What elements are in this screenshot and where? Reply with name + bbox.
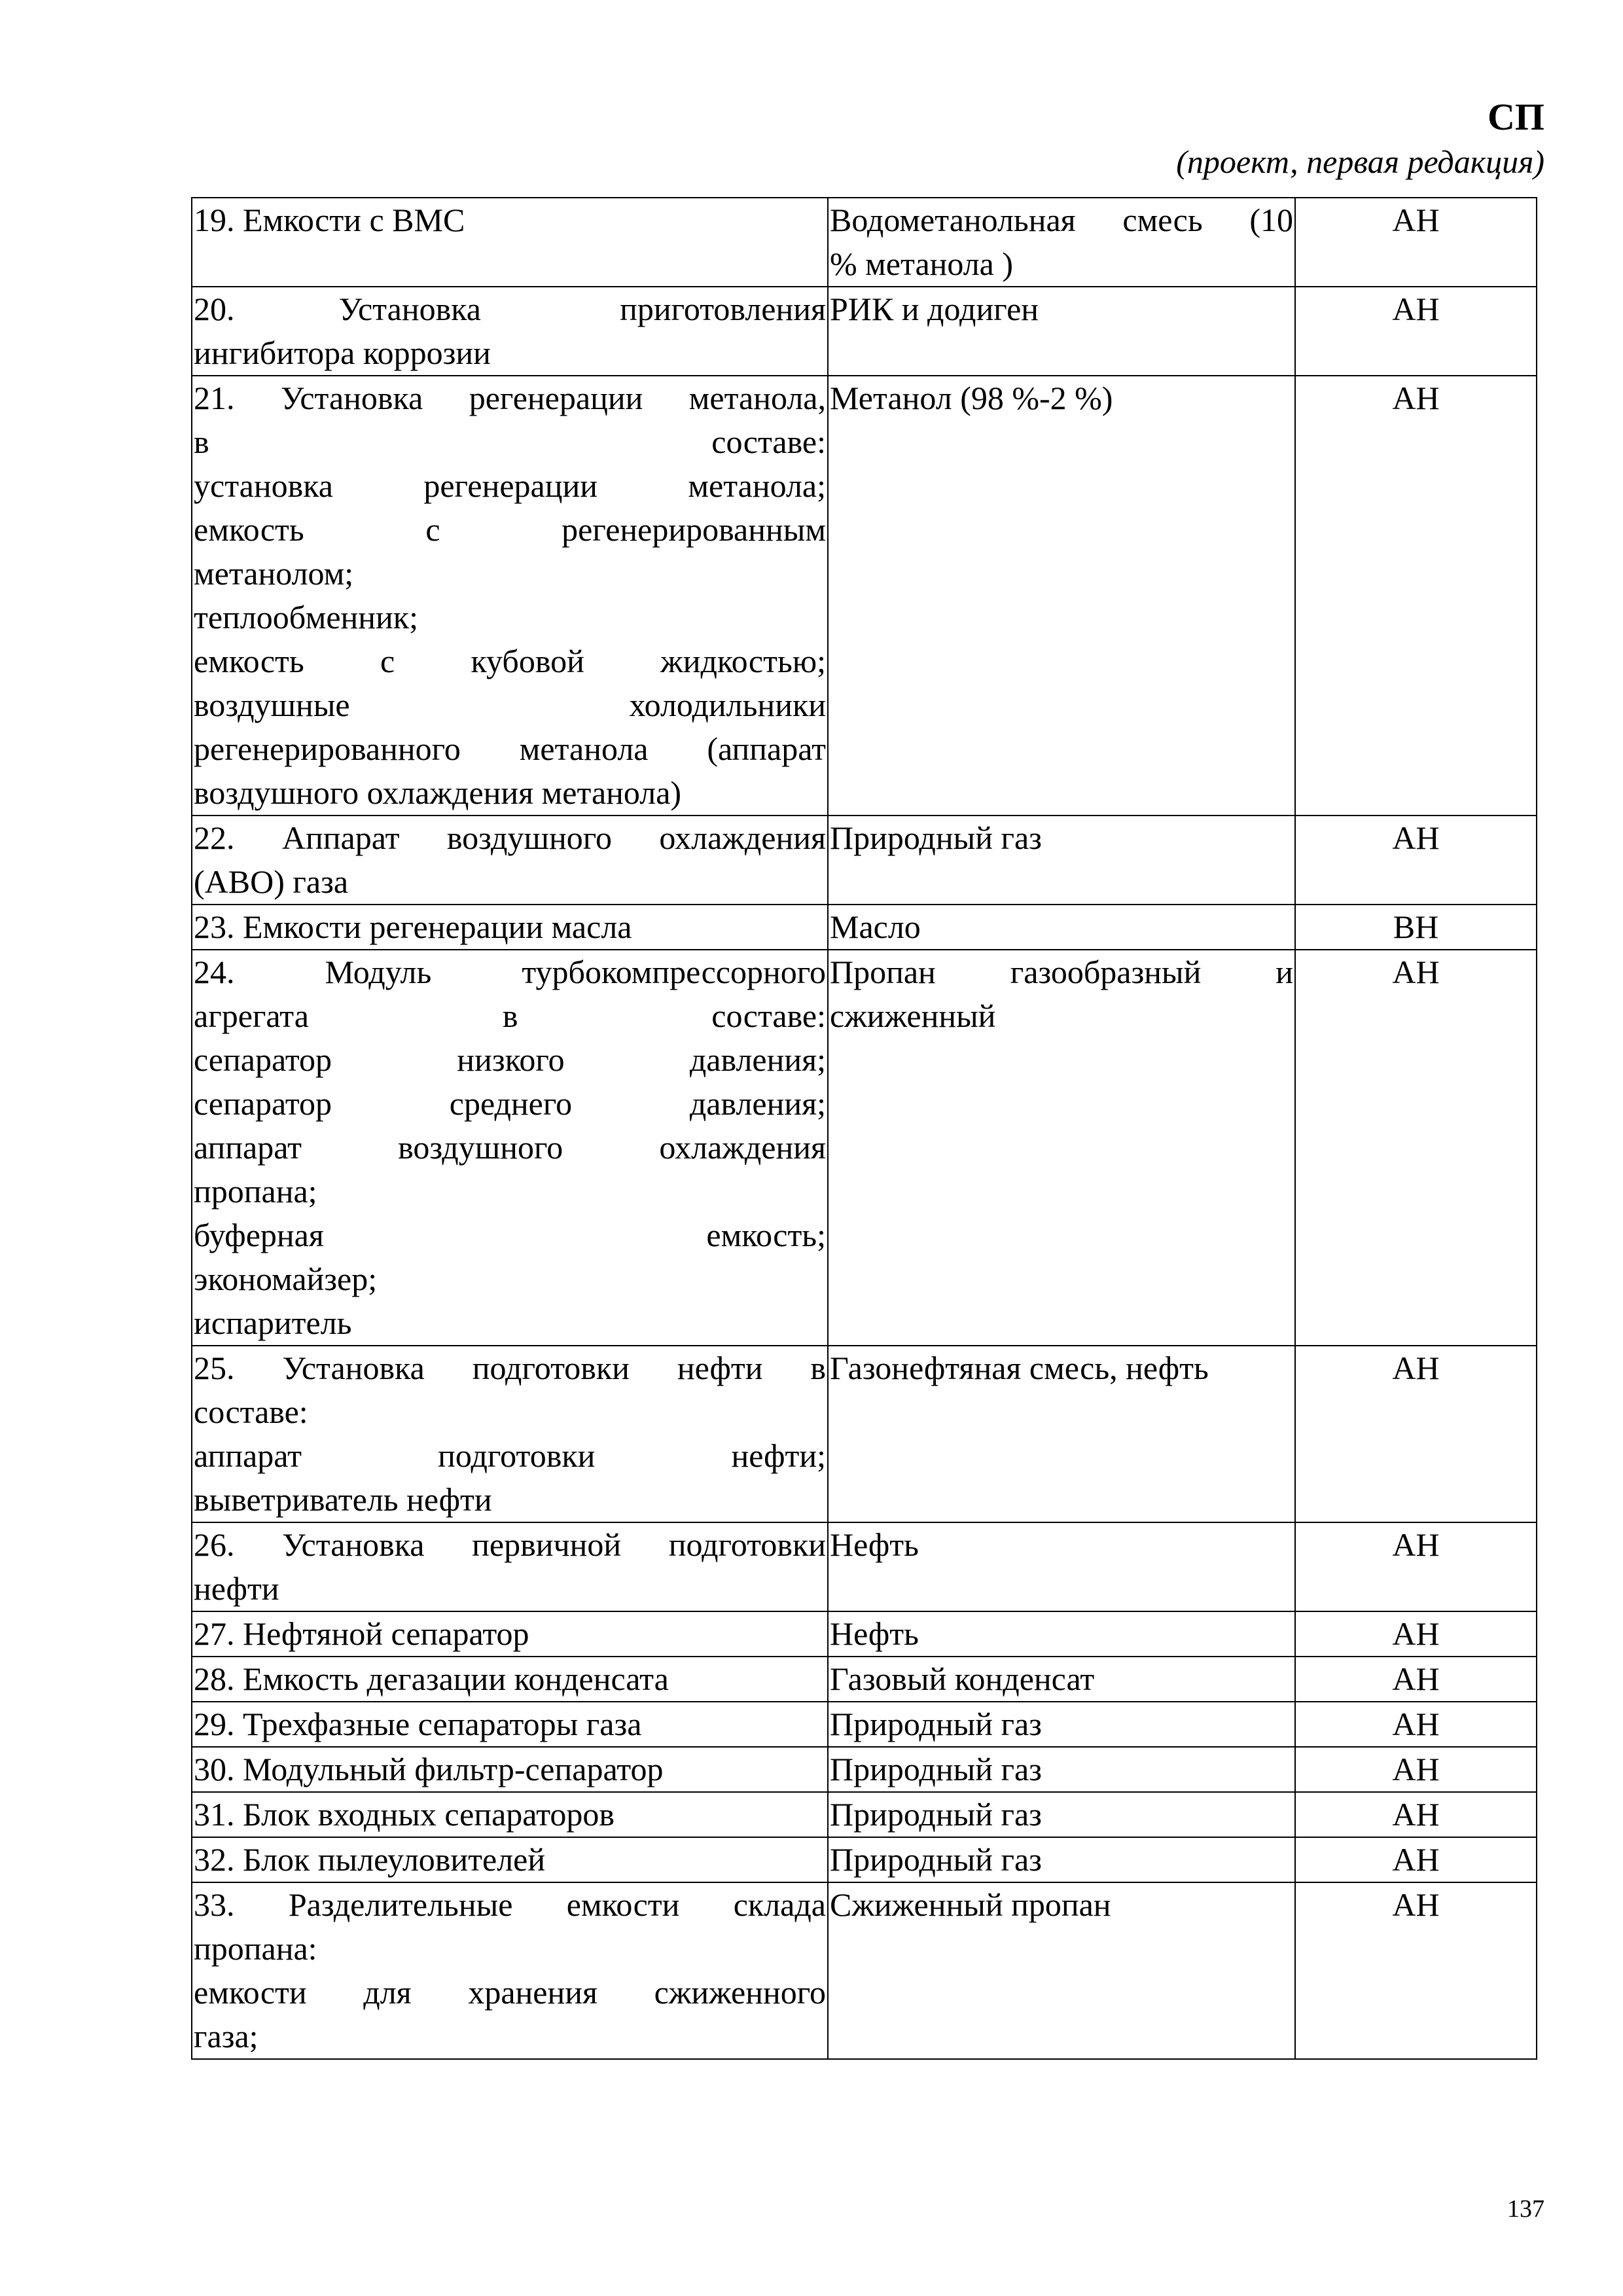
- name-line: воздушного охлаждения метанола): [194, 774, 682, 811]
- name-line: 30. Модульный фильтр-сепаратор: [194, 1751, 664, 1787]
- table-row: [192, 816, 1537, 905]
- equipment-name-cell: [192, 287, 828, 376]
- name-line: пропана;: [194, 1173, 317, 1210]
- equipment-name-cell: [192, 816, 828, 905]
- name-line: емкость с регенерированным: [194, 511, 826, 548]
- name-line: газа;: [194, 2018, 259, 2054]
- name-line: регенерированного метанола (аппарат: [194, 730, 826, 767]
- table-row: [192, 1522, 1537, 1611]
- substance-cell: [828, 1837, 1295, 1882]
- substance-cell: [828, 376, 1295, 816]
- substance-line: Пропан газообразный и: [830, 954, 1293, 990]
- substance-line: Природный газ: [830, 1751, 1042, 1787]
- name-line: 26. Установка первичной подготовки: [194, 1526, 826, 1563]
- name-line: 27. Нефтяной сепаратор: [194, 1615, 529, 1652]
- table-row: [192, 1346, 1537, 1522]
- substance-cell: [828, 1522, 1295, 1611]
- substance-cell: [828, 905, 1295, 950]
- category-cell: ВН: [1295, 905, 1537, 950]
- document-subtitle: (проект, первая редакция): [1176, 143, 1544, 180]
- equipment-name-cell: [192, 198, 828, 287]
- name-line: сепаратор низкого давления;: [194, 1041, 826, 1078]
- substance-line: Природный газ: [830, 1706, 1042, 1742]
- category-cell: АН: [1295, 1611, 1537, 1657]
- category-cell: АН: [1295, 1346, 1537, 1522]
- name-line: буферная емкость;: [194, 1217, 826, 1253]
- name-line: 22. Аппарат воздушного охлаждения: [194, 819, 826, 856]
- category-cell: АН: [1295, 287, 1537, 376]
- name-line: в составе:: [194, 423, 826, 460]
- name-line: установка регенерации метанола;: [194, 467, 826, 504]
- equipment-name-cell: [192, 1747, 828, 1792]
- name-line: 23. Емкости регенерации масла: [194, 908, 632, 945]
- equipment-name-cell: [192, 1882, 828, 2059]
- substance-line: Природный газ: [830, 1796, 1042, 1833]
- substance-line: Нефть: [830, 1615, 919, 1652]
- substance-line: РИК и додиген: [830, 291, 1039, 327]
- substance-cell: [828, 1747, 1295, 1792]
- table-row: [192, 905, 1537, 950]
- substance-cell: [828, 1702, 1295, 1747]
- category-cell: АН: [1295, 1882, 1537, 2059]
- category-cell: АН: [1295, 1792, 1537, 1837]
- substance-line: Газовый конденсат: [830, 1660, 1095, 1697]
- substance-line: Сжиженный пропан: [830, 1886, 1111, 1923]
- name-line: 20. Установка приготовления: [194, 291, 826, 327]
- equipment-name-cell: [192, 1657, 828, 1702]
- table-row: [192, 1792, 1537, 1837]
- category-cell: АН: [1295, 1522, 1537, 1611]
- table-row: [192, 287, 1537, 376]
- substance-cell: [828, 950, 1295, 1346]
- substance-line: Природный газ: [830, 1841, 1042, 1878]
- name-line: составе:: [194, 1393, 308, 1430]
- name-line: аппарат воздушного охлаждения: [194, 1129, 826, 1166]
- category-cell: АН: [1295, 1657, 1537, 1702]
- equipment-name-cell: [192, 1792, 828, 1837]
- equipment-name-cell: [192, 376, 828, 816]
- equipment-name-cell: [192, 1611, 828, 1657]
- name-line: емкость с кубовой жидкостью;: [194, 643, 826, 679]
- name-line: 31. Блок входных сепараторов: [194, 1796, 615, 1833]
- name-line: агрегата в составе:: [194, 997, 826, 1034]
- category-cell: АН: [1295, 1702, 1537, 1747]
- name-line: теплообменник;: [194, 599, 418, 636]
- name-line: 28. Емкость дегазации конденсата: [194, 1660, 669, 1697]
- name-line: ингибитора коррозии: [194, 334, 491, 371]
- name-line: 21. Установка регенерации метанола,: [194, 380, 826, 416]
- name-line: 25. Установка подготовки нефти в: [194, 1350, 826, 1386]
- category-cell: АН: [1295, 816, 1537, 905]
- substance-cell: [828, 816, 1295, 905]
- name-line: нефти: [194, 1570, 279, 1607]
- substance-cell: [828, 287, 1295, 376]
- name-line: испаритель: [194, 1304, 352, 1341]
- substance-cell: [828, 1611, 1295, 1657]
- name-line: 24. Модуль турбокомпрессорного: [194, 954, 826, 990]
- name-line: сепаратор среднего давления;: [194, 1085, 826, 1122]
- table-row: [192, 950, 1537, 1346]
- substance-line: Масло: [830, 908, 921, 945]
- equipment-name-cell: [192, 905, 828, 950]
- substance-line: сжиженный: [830, 997, 996, 1034]
- name-line: 32. Блок пылеуловителей: [194, 1841, 546, 1878]
- equipment-name-cell: [192, 1702, 828, 1747]
- substance-line: Природный газ: [830, 819, 1042, 856]
- name-line: емкости для хранения сжиженного: [194, 1974, 826, 2011]
- table-row: [192, 1882, 1537, 2059]
- substance-line: % метанола ): [830, 245, 1014, 282]
- equipment-table: [191, 197, 1537, 2060]
- category-cell: АН: [1295, 198, 1537, 287]
- name-line: воздушные холодильники: [194, 687, 826, 723]
- equipment-name-cell: [192, 950, 828, 1346]
- name-line: 33. Разделительные емкости склада: [194, 1886, 826, 1923]
- category-cell: АН: [1295, 950, 1537, 1346]
- name-line: 19. Емкости с ВМС: [194, 202, 465, 238]
- name-line: аппарат подготовки нефти;: [194, 1437, 826, 1474]
- substance-line: Нефть: [830, 1526, 919, 1563]
- substance-cell: [828, 198, 1295, 287]
- name-line: метанолом;: [194, 555, 354, 592]
- table-row: [192, 1657, 1537, 1702]
- page-number: 137: [1507, 2195, 1544, 2223]
- substance-line: Газонефтяная смесь, нефть: [830, 1350, 1209, 1386]
- category-cell: АН: [1295, 376, 1537, 816]
- name-line: 29. Трехфазные сепараторы газа: [194, 1706, 642, 1742]
- name-line: (АВО) газа: [194, 863, 349, 900]
- table-row: [192, 1837, 1537, 1882]
- category-cell: АН: [1295, 1747, 1537, 1792]
- equipment-name-cell: [192, 1346, 828, 1522]
- name-line: пропана:: [194, 1930, 317, 1967]
- table-row: [192, 198, 1537, 287]
- substance-cell: [828, 1657, 1295, 1702]
- substance-line: Метанол (98 %-2 %): [830, 380, 1113, 416]
- equipment-name-cell: [192, 1522, 828, 1611]
- table-row: [192, 1702, 1537, 1747]
- substance-cell: [828, 1792, 1295, 1837]
- equipment-name-cell: [192, 1837, 828, 1882]
- substance-line: Водометанольная смесь (10: [830, 202, 1293, 238]
- category-cell: АН: [1295, 1837, 1537, 1882]
- name-line: экономайзер;: [194, 1261, 378, 1297]
- document-code: СП: [1488, 96, 1544, 138]
- substance-cell: [828, 1882, 1295, 2059]
- table-row: [192, 1747, 1537, 1792]
- substance-cell: [828, 1346, 1295, 1522]
- table-row: [192, 1611, 1537, 1657]
- table-row: [192, 376, 1537, 816]
- name-line: выветриватель нефти: [194, 1481, 492, 1518]
